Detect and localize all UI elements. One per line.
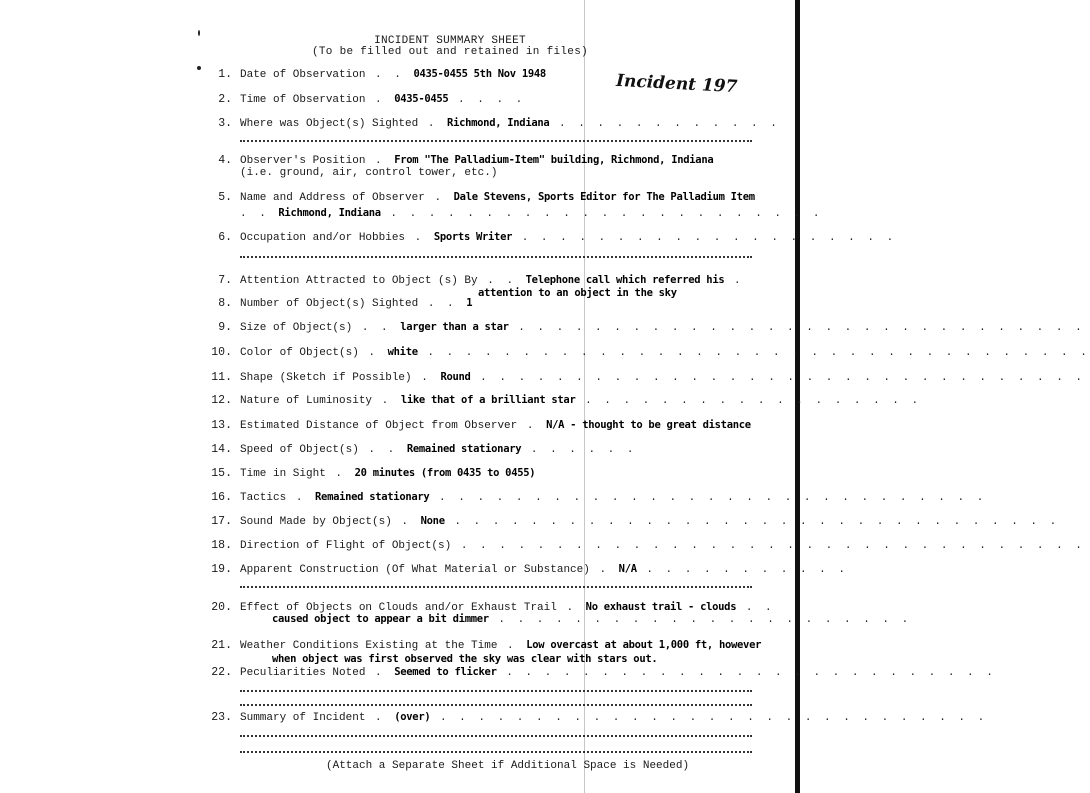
item-answer: larger than a star: [400, 321, 509, 333]
item-number: 17.: [211, 515, 232, 528]
item-sub-label: (i.e. ground, air, control tower, etc.): [240, 167, 498, 179]
item-number: 3.: [218, 117, 232, 130]
item-label: Occupation and/or Hobbies: [240, 232, 406, 244]
item-number: 18.: [211, 539, 232, 552]
item-answer: Richmond, Indiana: [447, 117, 550, 129]
item-answer: N/A: [618, 563, 637, 575]
handwritten-incident-number: Incident 197: [615, 70, 738, 98]
item-number: 12.: [211, 394, 232, 407]
item-label: Color of Object(s): [240, 347, 359, 359]
blank-line: [240, 688, 752, 692]
item-label: Direction of Flight of Object(s): [240, 540, 452, 552]
blank-line: [240, 733, 752, 737]
item-label: Time in Sight: [240, 468, 326, 480]
item-answer: From "The Palladium-Item" building, Richmond, Indiana: [394, 154, 714, 166]
item-number: 11.: [211, 371, 232, 384]
item-answer: 0435-0455: [394, 93, 449, 105]
item-number: 15.: [211, 467, 232, 480]
item-number: 20.: [211, 601, 232, 614]
scan-speck: [198, 30, 200, 36]
item-answer: 20 minutes (from 0435 to 0455): [354, 467, 536, 479]
item-label: Speed of Object(s): [240, 444, 359, 456]
item-label: Summary of Incident: [240, 712, 366, 724]
item-answer-continuation: when object was first observed the sky was clear with stars out.: [272, 653, 658, 665]
item-number: 5.: [218, 191, 232, 204]
item-number: 6.: [218, 231, 232, 244]
item-label: Tactics: [240, 492, 287, 504]
item-number: 16.: [211, 491, 232, 504]
item-number: 21.: [211, 639, 232, 652]
item-number: 14.: [211, 443, 232, 456]
item-answer-continuation: caused object to appear a bit dimmer: [272, 613, 489, 625]
item-label: Observer's Position: [240, 155, 366, 167]
item-label: Size of Object(s): [240, 322, 353, 334]
item-label: Apparent Construction (Of What Material or Substance): [240, 564, 590, 576]
item-answer: None: [420, 515, 445, 527]
item-answer: Round: [440, 371, 471, 383]
item-label: Peculiarities Noted: [240, 667, 366, 679]
item-answer-continuation: Richmond, Indiana: [278, 207, 381, 219]
item-answer: Remained stationary: [315, 491, 430, 503]
item-answer: Low overcast at about 1,000 ft, however: [526, 639, 762, 651]
sheet-subtitle: (To be filled out and retained in files): [311, 46, 589, 58]
item-label: Nature of Luminosity: [240, 395, 373, 407]
blank-line: [240, 138, 752, 142]
item-label: Sound Made by Object(s): [240, 516, 392, 528]
item-number: 1.: [218, 68, 232, 81]
item-number: 10.: [211, 346, 232, 359]
blank-line: [240, 702, 752, 706]
blank-line: [240, 254, 752, 258]
item-label: Number of Object(s) Sighted: [240, 298, 419, 310]
item-answer: Dale Stevens, Sports Editor for The Palladium Item: [453, 191, 755, 203]
item-number: 7.: [218, 274, 232, 287]
item-number: 2.: [218, 93, 232, 106]
item-answer: white: [387, 346, 418, 358]
item-label: Effect of Objects on Clouds and/or Exhaust Trail: [240, 602, 557, 614]
sheet-title: INCIDENT SUMMARY SHEET: [374, 35, 526, 47]
footer-note: (Attach a Separate Sheet if Additional Space is Needed): [326, 760, 690, 772]
item-answer-continuation: attention to an object in the sky: [478, 287, 677, 299]
item-label: Where was Object(s) Sighted: [240, 118, 419, 130]
item-label: Time of Observation: [240, 94, 366, 106]
item-label: Date of Observation: [240, 69, 366, 81]
item-number: 23.: [211, 711, 232, 724]
item-answer: Telephone call which referred his: [525, 274, 725, 286]
item-answer: Seemed to flicker: [394, 666, 497, 678]
item-label: Shape (Sketch if Possible): [240, 372, 412, 384]
item-label: Estimated Distance of Object from Observer: [240, 420, 518, 432]
item-answer: N/A - thought to be great distance: [546, 419, 751, 431]
item-number: 22.: [211, 666, 232, 679]
item-number: 13.: [211, 419, 232, 432]
item-answer: No exhaust trail - clouds: [585, 601, 737, 613]
item-answer: Remained stationary: [406, 443, 522, 455]
blank-line: [240, 584, 752, 588]
item-number: 19.: [211, 563, 232, 576]
item-label: Weather Conditions Existing at the Time: [240, 640, 498, 652]
incident-summary-sheet: INCIDENT SUMMARY SHEET (To be filled out and retained in files) Incident 197 1. Date of Observation . . 0435-0455 5th Nov 1948 2. Time of Observation . 0435-0455 . . . . 3. Where was Object(s) Sighted . Richmond, Indiana . . . . . . . . . . . . 4. Observer's Position . From "The Palladium-Item" building, Richmond, Indiana (i.e. ground, air, control tower, etc.) 5. Name and Address of Observer . Dale Stevens, Sports Editor for The Palladium Item . . Richmond, Indiana . . . . . . . . . . . . . . . . . . . . . . . 6. Occupation and/or Hobbies . Sports Writer . . . . . . . . . . . . . . . . . . . . 7. Attention Attracted to Object (s) By . . Telephone call which referred his . attention to an object in the sky 8. Number of Object(s) Sighted . . 1 9. Size of Object(s) . . larger than a star . . . . . . . . . . . . . . . . . . . . . . . . . . . . . . 10. Color of Object(s) . white . . . . . . . . . . . . . . . . . . . . . . . . . . . . . . . . . . . 11. Shape (Sketch if Possible) . Round . . . . . . . . . . . . . . . . . . . . . . . . . . . . . . . . 12. Nature of Luminosity . like that of a brilliant star . . . . . . . . . . . . . . . . . . 13. Estimated Distance of Object from Observer . N/A - thought to be great distance 14. Speed of Object(s) . . Remained stationary . . . . . . 15. Time in Sight . 20 minutes (from 0435 to 0455) 16. Tactics . Remained stationary . . . . . . . . . . . . . . . . . . . . . . . . . . . . . 17. Sound Made by Object(s) . None . . . . . . . . . . . . . . . . . . . . . . . . . . . . . . . . 18. Direction of Flight of Object(s) . . . . . . . . . . . . . . . . . . . . . . . . . . . . . . . . . 19. Apparent Construction (Of What Material or Substance) . N/A . . . . . . . . . . . 20. Effect of Objects on Clouds and/or Exhaust Trail . No exhaust trail - clouds . . caused object to appear a bit dimmer . . . . . . . . . . . . . . . . . . . . . . 21. Weather Conditions Existing at the Time . Low overcast at about 1,000 ft, however when object was first observed the sky was clear with stars out. 22. Peculiarities Noted . Seemed to flicker . . . . . . . . . . . . . . . . . . . . . . . . . . 23. Summary of Incident . (over) . . . . . . . . . . . . . . . . . . . . . . . . . . . . . (Attach a Separate Sheet if Additional Space is Needed): [0, 0, 800, 793]
item-number: 4.: [218, 154, 232, 167]
item-label: Attention Attracted to Object (s) By: [240, 275, 478, 287]
blank-line: [240, 749, 752, 753]
item-answer: 0435-0455 5th Nov 1948: [413, 68, 546, 80]
item-answer: 1: [466, 297, 473, 309]
item-answer: like that of a brilliant star: [400, 394, 576, 406]
item-answer: (over): [394, 711, 431, 723]
item-answer: Sports Writer: [433, 231, 513, 243]
item-number: 8.: [218, 297, 232, 310]
item-number: 9.: [218, 321, 232, 334]
item-label: Name and Address of Observer: [240, 192, 425, 204]
